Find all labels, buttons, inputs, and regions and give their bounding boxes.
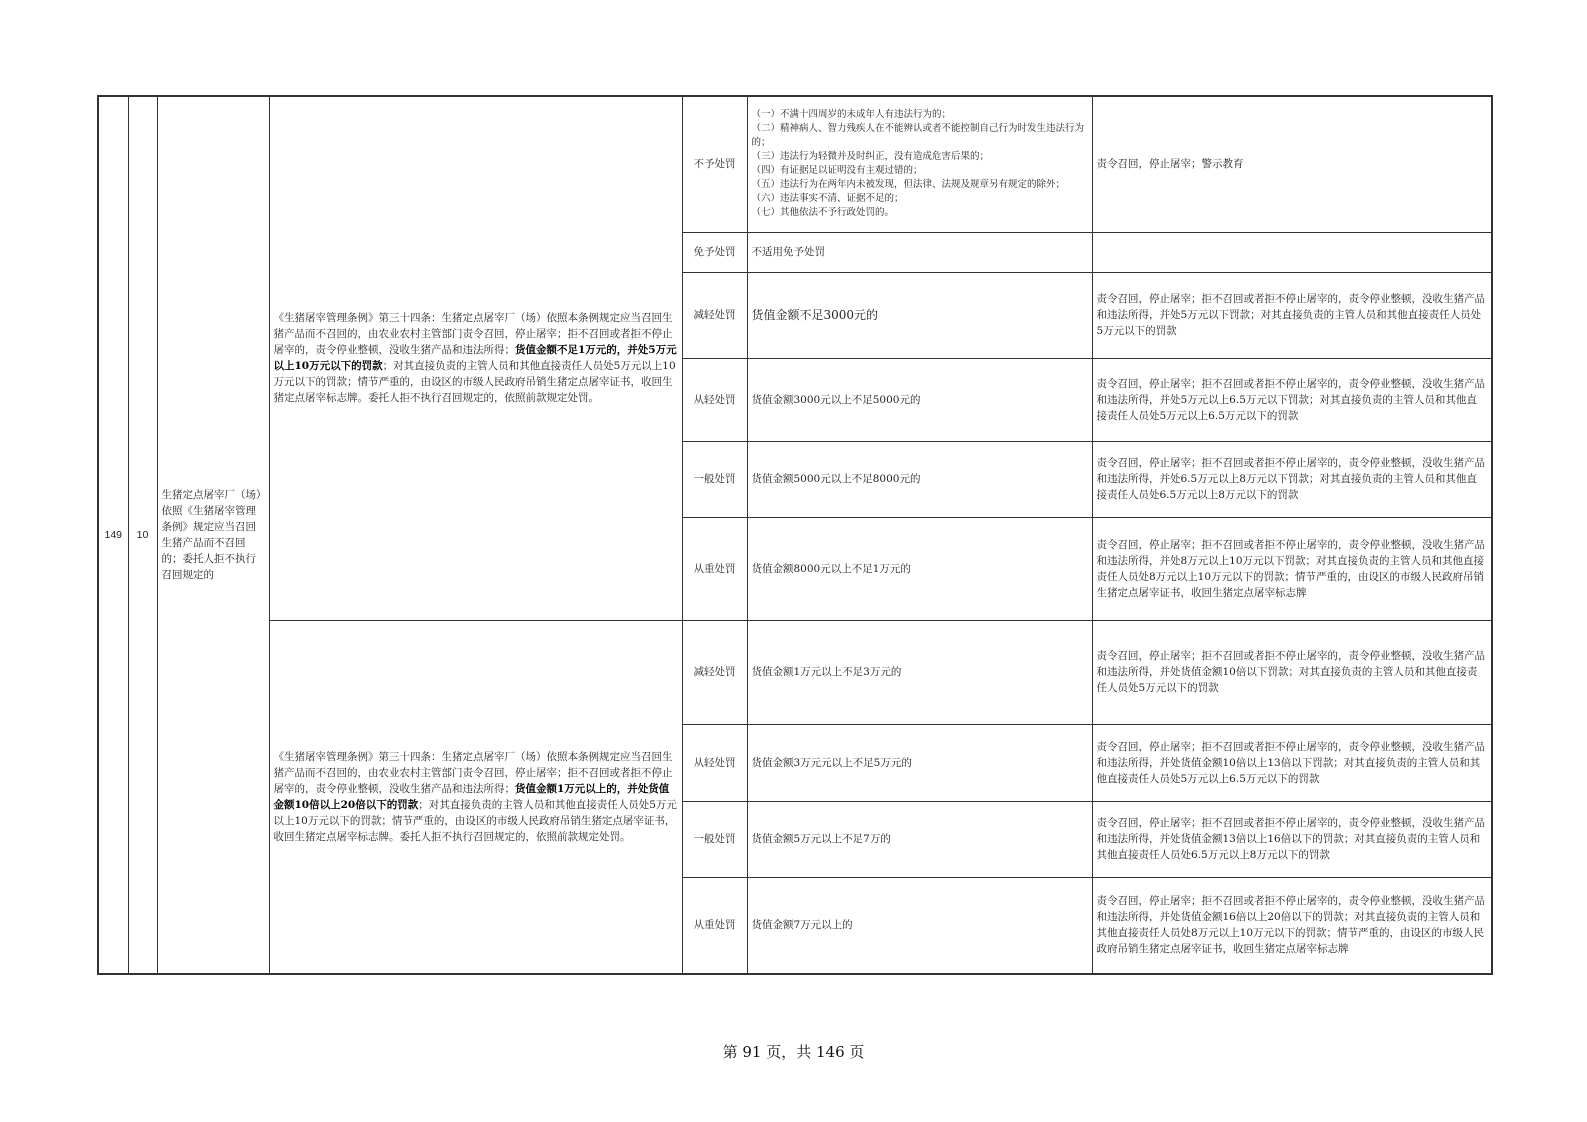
penalty-result: 责令召回，停止屠宰；拒不召回或者拒不停止屠宰的，责令停业整顿，没收生猪产品和违法所得，并处5万元以下罚款；对其直接负责的主管人员和其他直接责任人员处5万元以下的罚款 [1092, 272, 1492, 358]
basis-2-post: ；对其直接负责的主管人员和其他直接责任人员处5万元以上10万元以下的罚款；情节严重的，由设区的市级人民政府吊销生猪定点屠宰证书，收回生猪定点屠宰标志牌。委托人拒不执行召回规定的，依照前款规定处罚。 [273, 798, 677, 843]
condition-item: （一）不满十四周岁的未成年人有违法行为的； [751, 109, 952, 121]
page-number: 第 91 页，共 146 页 [722, 1043, 865, 1061]
penalty-result: 责令召回，停止屠宰；拒不召回或者拒不停止屠宰的，责令停业整顿，没收生猪产品和违法所得，并处6.5万元以上8万元以下罚款；对其直接负责的主管人员和其他直接责任人员处6.5万元以上8万元以下的罚款 [1092, 441, 1492, 517]
condition-text: 货值金额5万元以上不足7万的 [747, 801, 1092, 877]
basis-1-bold: 货值金额不足1万元的，并处5万元以上10万元以下的罚款 [273, 344, 677, 373]
level-label: 从重处罚 [682, 517, 747, 620]
condition-text: 货值金额不足3000元的 [747, 272, 1092, 358]
penalty-result: 责令召回，停止屠宰；拒不召回或者拒不停止屠宰的，责令停业整顿，没收生猪产品和违法所得，并处货值金额10倍以下罚款；对其直接负责的主管人员和其他直接责任人员处5万元以下的罚款 [1092, 620, 1492, 724]
condition-text: 货值金额8000元以上不足1万元的 [747, 517, 1092, 620]
basis-1-post: ；对其直接负责的主管人员和其他直接责任人员处5万元以上10万元以下的罚款；情节严重的，由设区的市级人民政府吊销生猪定点屠宰证书，收回生猪定点屠宰标志牌。委托人拒不执行召回规定的，依照前款规定处罚。 [273, 360, 676, 405]
level-label: 减轻处罚 [682, 620, 747, 724]
level-label: 减轻处罚 [682, 272, 747, 358]
level-label: 从重处罚 [682, 877, 747, 974]
level-label: 从轻处罚 [682, 724, 747, 801]
condition-list [747, 96, 1092, 232]
legal-basis-2 [269, 620, 682, 974]
level-label: 从轻处罚 [682, 358, 747, 441]
level-label: 不予处罚 [682, 96, 747, 232]
condition-item: （四）有证据足以证明没有主观过错的； [751, 165, 923, 177]
level-label: 一般处罚 [682, 441, 747, 517]
sub-seq-number: 10 [128, 96, 157, 974]
violation-subject: 生猪定点屠宰厂（场）依照《生猪屠宰管理条例》规定应当召回生猪产品而不召回的；委托人拒不执行召回规定的 [157, 96, 269, 974]
table-row [98, 96, 1492, 232]
penalty-standard-table [97, 95, 1493, 975]
condition-item: （六）违法事实不清、证据不足的； [751, 193, 904, 205]
condition-text: 货值金额3万元元以上不足5万元的 [747, 724, 1092, 801]
penalty-result: 责令召回，停止屠宰；拒不召回或者拒不停止屠宰的，责令停业整顿，没收生猪产品和违法所得，并处8万元以上10万元以下罚款；对其直接负责的主管人员和其他直接责任人员处8万元以上10万元以下的罚款；情节严重的，由设区的市级人民政府吊销生猪定点屠宰证书，收回生猪定点屠宰标志牌 [1092, 517, 1492, 620]
penalty-result: 责令召回，停止屠宰；拒不召回或者拒不停止屠宰的，责令停业整顿，没收生猪产品和违法所得，并处5万元以上6.5万元以下罚款；对其直接负责的主管人员和其他直接责任人员处5万元以上6.5万元以下的罚款 [1092, 358, 1492, 441]
penalty-result: 责令召回，停止屠宰；拒不召回或者拒不停止屠宰的，责令停业整顿，没收生猪产品和违法所得，并处货值金额13倍以上16倍以下的罚款；对其直接负责的主管人员和其他直接责任人员处6.5万元以上8万元以下的罚款 [1092, 801, 1492, 877]
penalty-result: 责令召回，停止屠宰；拒不召回或者拒不停止屠宰的，责令停业整顿，没收生猪产品和违法所得，并处货值金额10倍以上13倍以下罚款；对其直接负责的主管人员和其他直接责任人员处5万元以上6.5万元以下的罚款 [1092, 724, 1492, 801]
table-row [98, 620, 1492, 724]
condition-text: 货值金额3000元以上不足5000元的 [747, 358, 1092, 441]
condition-item: （二）精神病人、智力残疾人在不能辨认或者不能控制自己行为时发生违法行为的； [751, 123, 1085, 149]
condition-text: 货值金额7万元以上的 [747, 877, 1092, 974]
basis-1-pre: 《生猪屠宰管理条例》第三十四条：生猪定点屠宰厂（场）依照本条例规定应当召回生猪产品而不召回的，由农业农村主管部门责令召回，停止屠宰；拒不召回或者拒不停止屠宰的，责令停业整顿，没收生猪产品和违法所得； [273, 312, 673, 357]
seq-number: 149 [98, 96, 128, 974]
level-label: 一般处罚 [682, 801, 747, 877]
penalty-result: 责令召回，停止屠宰；拒不召回或者拒不停止屠宰的，责令停业整顿，没收生猪产品和违法所得，并处货值金额16倍以上20倍以下的罚款；对其直接负责的主管人员和其他直接责任人员处8万元以上10万元以下的罚款；情节严重的，由设区的市级人民政府吊销生猪定点屠宰证书，收回生猪定点屠宰标志牌 [1092, 877, 1492, 974]
penalty-result [1092, 232, 1492, 272]
basis-2-bold: 货值金额1万元以上的，并处货值金额10倍以上20倍以下的罚款 [273, 782, 670, 811]
condition-item: （五）违法行为在两年内未被发现，但法律、法规及规章另有规定的除外； [751, 179, 1066, 191]
basis-2-pre: 《生猪屠宰管理条例》第三十四条：生猪定点屠宰厂（场）依照本条例规定应当召回生猪产品而不召回的，由农业农村主管部门责令召回，停止屠宰；拒不召回或者拒不停止屠宰的，责令停业整顿，没收生猪产品和违法所得； [273, 750, 673, 795]
condition-text: 货值金额1万元以上不足3万元的 [747, 620, 1092, 724]
condition-item: （七）其他依法不予行政处罚的。 [751, 207, 895, 219]
condition-text: 不适用免予处罚 [747, 232, 1092, 272]
legal-basis-1 [269, 96, 682, 620]
condition-text: 货值金额5000元以上不足8000元的 [747, 441, 1092, 517]
level-label: 免予处罚 [682, 232, 747, 272]
condition-item: （三）违法行为轻微并及时纠正，没有造成危害后果的； [751, 151, 990, 163]
penalty-result: 责令召回，停止屠宰；警示教育 [1092, 96, 1492, 232]
